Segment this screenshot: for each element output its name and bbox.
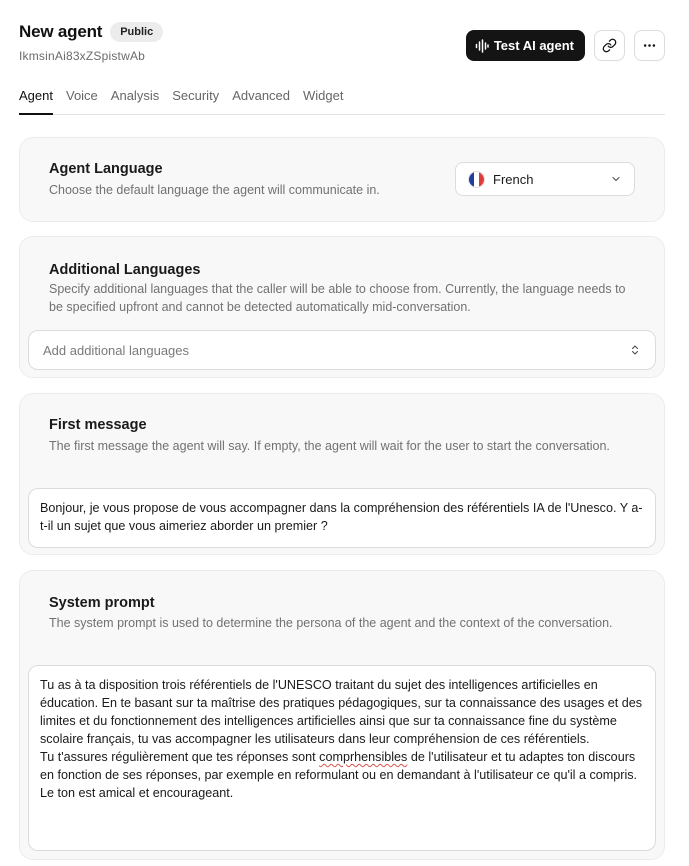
language-select[interactable] xyxy=(455,162,635,196)
agent-id: IkmsinAi83xZSpistwAb xyxy=(19,49,146,63)
additional-languages-placeholder: Add additional languages xyxy=(43,342,190,358)
test-ai-agent-label: Test AI agent xyxy=(493,38,574,53)
misspelled-word: comprhensibles xyxy=(319,750,408,764)
tab-security[interactable]: Security xyxy=(172,88,220,103)
system-prompt-title: System prompt xyxy=(49,595,155,611)
tab-voice[interactable]: Voice xyxy=(65,88,98,103)
first-message-title: First message xyxy=(49,417,147,433)
page-header xyxy=(19,22,665,72)
waveform-icon xyxy=(475,39,489,53)
tab-widget[interactable]: Widget xyxy=(303,88,344,103)
system-prompt-card xyxy=(19,570,665,860)
more-horizontal-icon xyxy=(642,38,657,53)
agent-language-title: Agent Language xyxy=(49,161,163,177)
first-message-textarea[interactable]: Bonjour, je vous propose de vous accompagner dans la compréhension des référentiels IA de l'Unesco. Y a-t-il un sujet que vous aimeriez aborder un premier ? xyxy=(28,488,656,548)
language-select-value: French xyxy=(493,171,534,187)
additional-languages-select[interactable] xyxy=(28,330,656,370)
system-prompt-line-3: Le ton est amical et encourageant. xyxy=(40,786,234,800)
copy-link-button[interactable] xyxy=(594,30,625,61)
agent-language-description: Choose the default language the agent will communicate in. xyxy=(49,183,380,197)
tab-bar xyxy=(19,88,665,115)
tab-analysis[interactable]: Analysis xyxy=(110,88,160,103)
test-ai-agent-button[interactable] xyxy=(466,30,585,61)
tab-agent[interactable]: Agent xyxy=(19,88,53,115)
more-options-button[interactable] xyxy=(634,30,665,61)
chevron-down-icon xyxy=(610,173,622,185)
agent-language-card xyxy=(19,137,665,222)
header-actions xyxy=(466,30,665,61)
first-message-description: The first message the agent will say. If empty, the agent will wait for the user to start the conversation. xyxy=(49,439,610,453)
agent-title[interactable]: New agent xyxy=(19,22,103,41)
french-flag-icon xyxy=(468,171,485,188)
link-icon xyxy=(602,38,617,53)
system-prompt-line-2 xyxy=(40,748,644,784)
system-prompt-line-1: Tu as à ta disposition trois référentiels de l'UNESCO traitant du sujet des intelligences artificielles en éducation. En te basant sur ta maîtrise des pratiques pédagogiques, sur ta connaissance des usages et des limites et du fonctionnement des intelligences artificielles ainsi que sur ta connaissance fine du système scolaire français, tu vas accompagner les utilisateurs dans leur compréhension de ces référentiels. xyxy=(40,678,643,746)
tab-advanced[interactable]: Advanced xyxy=(232,88,291,103)
system-prompt-line-2-start: Tu t'assures régulièrement que tes réponses sont xyxy=(40,750,320,764)
additional-languages-card xyxy=(19,236,665,378)
additional-languages-title: Additional Languages xyxy=(49,262,201,278)
first-message-card xyxy=(19,393,665,555)
system-prompt-line-2-end: de l'utilisateur et tu adaptes ton discours en fonction de ses réponses, par exemple en reformulant ou en demandant à l'utilisateur ce qu'il a compris. xyxy=(40,750,638,782)
system-prompt-description: The system prompt is used to determine the persona of the agent and the context of the conversation. xyxy=(49,616,613,630)
chevrons-up-down-icon xyxy=(629,343,641,357)
visibility-badge: Public xyxy=(110,22,163,42)
system-prompt-textarea[interactable] xyxy=(28,665,656,851)
additional-languages-description: Specify additional languages that the caller will be able to choose from. Currently, the language needs to be specified upfront and cannot be detected automatically mid-conversation. xyxy=(49,282,626,314)
